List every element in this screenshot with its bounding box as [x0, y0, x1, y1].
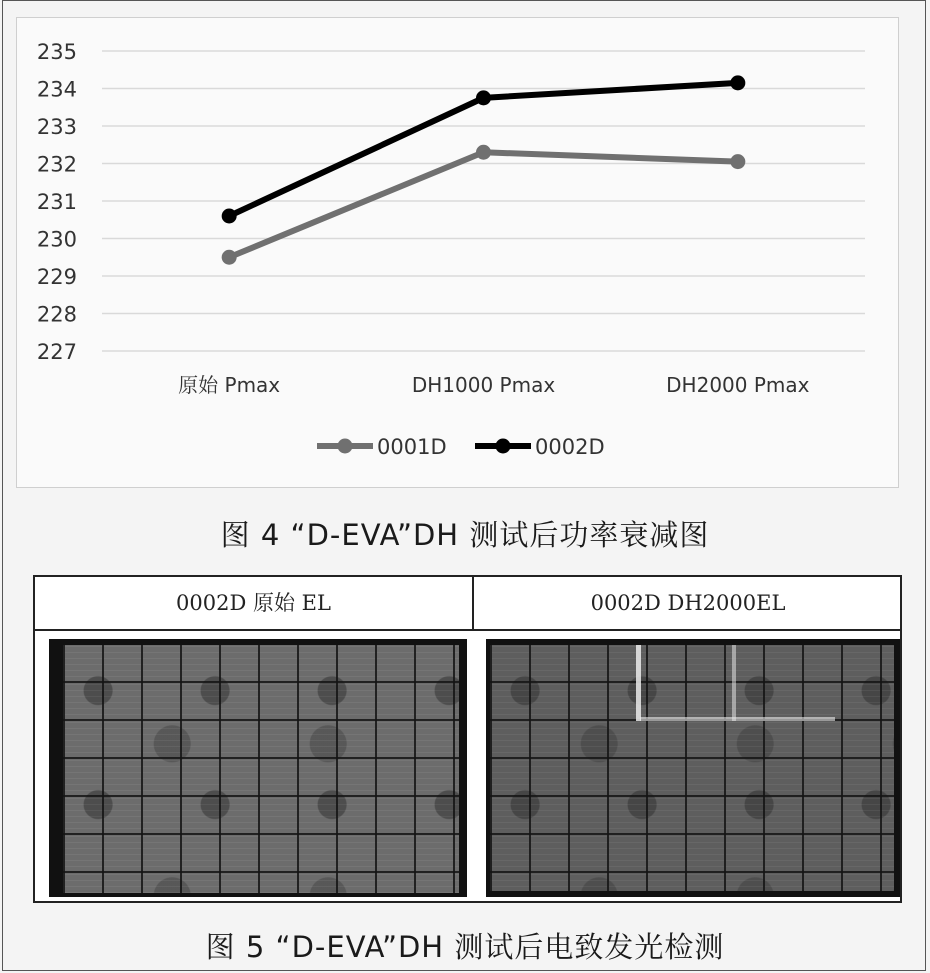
figure-5-caption: 图 5 “D-EVA”DH 测试后电致发光检测 — [205, 930, 725, 964]
y-tick-label: 230 — [36, 227, 77, 252]
y-tick-label: 227 — [36, 340, 77, 364]
x-tick-label: 原始 Pmax — [178, 373, 281, 397]
legend-swatch-marker-0002D — [496, 439, 511, 454]
el-comparison-table — [33, 575, 902, 903]
legend-label-0002D: 0002D — [535, 435, 605, 459]
legend-label-0001D: 0001D — [377, 435, 447, 459]
el-header-dh2000: 0002D DH2000EL — [474, 577, 902, 631]
el-header-original: 0002D 原始 EL — [35, 577, 474, 631]
el-image-dh2000-cells — [490, 645, 894, 891]
data-point-0002D-1 — [476, 90, 491, 105]
data-point-0001D-0 — [222, 250, 237, 265]
data-point-0001D-1 — [476, 145, 491, 160]
y-tick-label: 235 — [36, 40, 77, 64]
power-decay-chart — [16, 17, 899, 488]
data-point-0002D-2 — [730, 75, 745, 90]
y-tick-label: 228 — [36, 302, 77, 327]
el-bright-streak-horizontal — [640, 717, 835, 721]
series-line-0001D — [229, 152, 738, 257]
el-image-dh2000 — [486, 639, 900, 897]
x-tick-label: DH2000 Pmax — [666, 373, 810, 397]
y-tick-label: 229 — [36, 265, 77, 289]
data-point-0001D-2 — [730, 154, 745, 169]
legend-swatch-marker-0001D — [338, 439, 353, 454]
el-bright-streak-vertical-2 — [732, 645, 736, 721]
y-tick-label: 231 — [36, 190, 77, 214]
y-tick-label: 233 — [36, 115, 77, 139]
y-tick-label: 232 — [36, 152, 77, 177]
figure-4-caption: 图 4 “D-EVA”DH 测试后功率衰减图 — [220, 518, 710, 552]
data-point-0002D-0 — [222, 209, 237, 224]
el-bright-streak-vertical-1 — [636, 645, 641, 721]
y-tick-label: 234 — [36, 77, 77, 102]
el-image-original — [49, 639, 467, 897]
el-image-original-cells — [63, 645, 459, 893]
chart-canvas — [17, 18, 900, 489]
x-tick-label: DH1000 Pmax — [411, 373, 556, 397]
